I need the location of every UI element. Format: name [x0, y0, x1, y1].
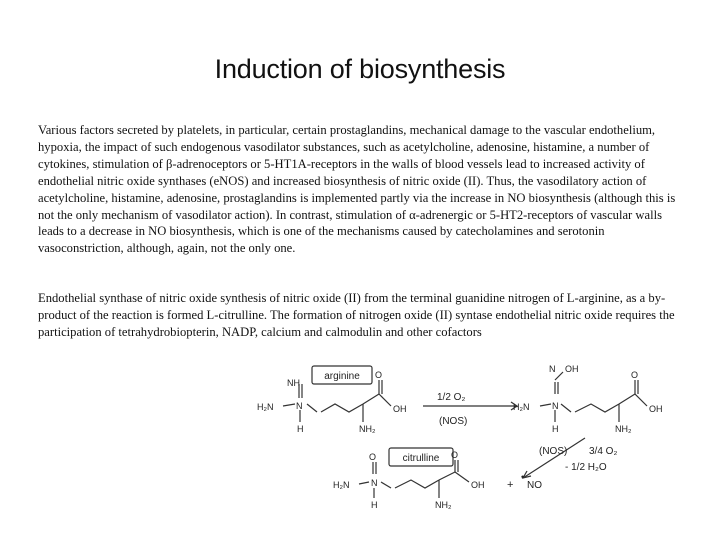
arginine-n-label: N — [296, 401, 303, 411]
step1-enzyme: (NOS) — [439, 416, 468, 427]
step2-enzyme: (NOS) — [539, 446, 568, 457]
citrulline-h2n-label: H₂N — [333, 480, 350, 490]
nitric-oxide-synthesis-scheme — [255, 362, 715, 512]
arginine-h-label: H — [297, 424, 304, 434]
arginine-h2n-label: H₂N — [257, 402, 274, 412]
citrulline-h-label: H — [371, 500, 378, 510]
paragraph-endothelial-synthase: Endothelial synthase of nitric oxide synthesis of nitric oxide (II) from the terminal guanidine nitrogen of L-arginine, as a by-product of the reaction is formed L-citrulline. The formation of nitrogen oxide (II) syntase endothelial nitric oxide requires the participation of tetrahydrobiopterin, NADP, calcium and calmodulin and other cofactors — [38, 291, 675, 339]
intermediate-nh2-label: NH₂ — [615, 424, 632, 434]
intermediate-oh-label: OH — [649, 404, 663, 414]
arginine-oh-label: OH — [393, 404, 407, 414]
intermediate-oh-top-label: OH — [565, 364, 579, 374]
arginine-o-label: O — [375, 370, 383, 380]
arginine-label: arginine — [324, 371, 360, 382]
arginine-nh2-label: NH₂ — [359, 424, 376, 434]
intermediate-h-label: H — [552, 424, 559, 434]
intermediate-o-label: O — [631, 370, 639, 380]
intermediate-n-label: N — [549, 364, 556, 374]
step1-oxygen: 1/2 O₂ — [437, 392, 466, 403]
citrulline-label: citrulline — [402, 453, 440, 464]
citrulline-nh2-label: NH₂ — [435, 500, 452, 510]
paragraph-induction-factors: Various factors secreted by platelets, in particular, certain prostaglandins, mechanical damage to the vascular endothelium, hypoxia, the impact of such endogenous vasodilator substances, such as acetylcholine, adenosine, histamine, a number of cytokines, stimulation of β-adrenoceptors or 5-HT1A-receptors in the walls of blood vessels lead to increased activity of endothelial nitric oxide synthases (eNOS) and increased biosynthesis of nitric oxide (II). Thus, the vasodilatory action of acetylcholine, histamine, adenosine, prostaglandins is implemented partly via the increase in NO biosynthesis (although this is not the only mechanism of vasodilator action). In contrast, stimulation of α-adrenergic or 5-HT2-receptors of vascular walls leads to a decrease in NO biosynthesis, which is one of the mechanisms caused by catecholamines and serotonin vasoconstriction, although, again, not the only one. — [38, 123, 676, 256]
step2-oxygen: 3/4 O₂ — [589, 446, 618, 457]
plus-sign: + — [507, 479, 514, 491]
step2-water: - 1/2 H₂O — [565, 462, 607, 473]
intermediate-h2n-label: H₂N — [513, 402, 530, 412]
arginine-nh-label: NH — [287, 378, 300, 388]
citrulline-n-label: N — [371, 478, 378, 488]
citrulline-oh-label: OH — [471, 480, 485, 490]
citrulline-o-label: O — [369, 452, 377, 462]
citrulline-o-label-2: O — [451, 450, 459, 460]
page-title: Induction of biosynthesis — [214, 54, 506, 84]
intermediate-n-label-2: N — [552, 401, 559, 411]
nitric-oxide-product: NO — [527, 480, 542, 491]
radical-dot: • — [521, 472, 525, 482]
